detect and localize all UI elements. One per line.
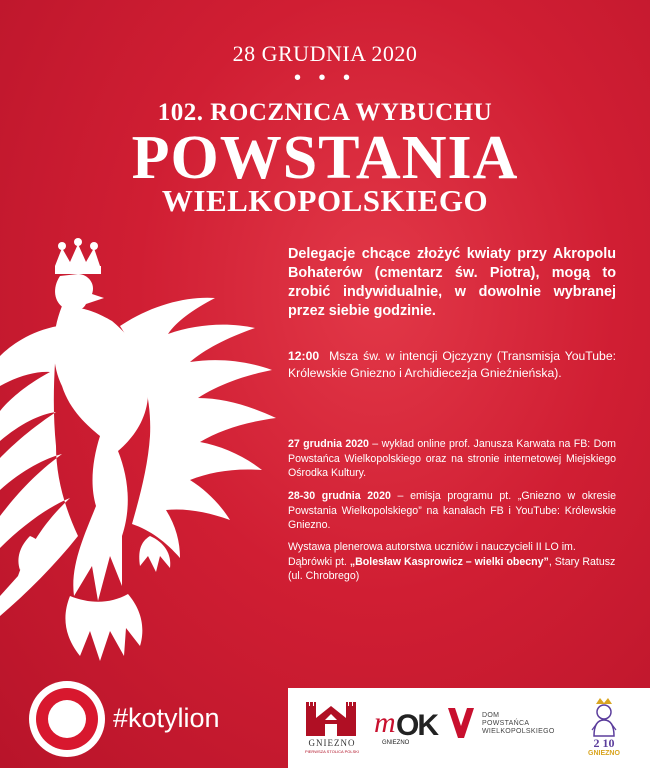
event-text: – wykład online prof. Janusza Karwata na FB: Dom Powstańca Wielkopolskiego oraz na stronie internetowej Miejskiego Ośrodka Kultury. [288,438,616,479]
mok-logo [374,706,444,750]
white-eagle-icon [0,236,280,666]
event-date: 28-30 grudnia 2020 [288,490,391,502]
gniezno-logo [300,700,364,760]
partner-logos [288,688,650,768]
anniversary-logo [574,698,634,762]
event-date: 27 grudnia 2020 [288,438,369,450]
anniversary-number: 2 10 [593,736,615,750]
dom-line: POWSTAŃCA [482,720,530,727]
mass-time: 12:00 [288,349,320,363]
gniezno-logo-text: GNIEZNO [308,738,356,748]
hashtag: #kotylion [113,703,220,733]
dom-line: WIELKOPOLSKIEGO [482,728,555,735]
exhibition-text: Wystawa plenerowa autorstwa uczniów i nauczycieli II LO im. Dąbrówki pt. [288,541,576,568]
subtitle: 102. ROCZNICA WYBUCHU [157,99,493,126]
gniezno-crest-icon [306,700,356,736]
dom-powstanca-logo [448,706,560,750]
event-date: 28 GRUDNIA 2020 [232,41,418,66]
main-title: POWSTANIA [131,124,519,192]
exhibition-paragraph [288,540,616,584]
separator-dots: • • • [293,67,357,89]
gniezno-logo-subtext: PIERWSZA STOLICA POLSKI [304,749,360,754]
dom-powstanca-text [482,712,555,736]
lead-paragraph: Delegacje chcące złożyć kwiaty przy Akropolu Bohaterów (cmentarz św. Piotra), mogą to zrobić indywidualnie, w dowolnie wybranej przez siebie godzinie. [288,246,616,319]
mass-paragraph [288,348,616,382]
event-item [288,437,616,481]
event-item [288,489,616,533]
dom-line: DOM [482,712,500,719]
crowned-figure-icon [584,698,624,738]
exhibition-title: „Bolesław Kasprowicz – wielki obecny” [349,555,549,568]
mass-text: Msza św. w intencji Ojczyzny (Transmisja YouTube: Królewskie Gniezno i Archidiecezja Gnieźnieńska). [288,349,616,380]
mok-logo-ok: OK [396,709,437,742]
anniversary-subtext: GNIEZNO [588,750,620,757]
main-title-line2: WIELKOPOLSKIEGO [161,183,489,218]
exhibition-location: , Stary Ratusz (ul. Chrobrego) [288,555,616,582]
mok-logo-subtext: GNIEZNO [382,740,410,746]
kotylion-icon [28,680,106,758]
dom-powstanca-mark-icon [448,708,474,738]
event-text: – emisja programu pt. „Gniezno w okresie Powstania Wielkopolskiego” na kanałach FB i YouTube: Królewskie Gniezno. [288,490,616,531]
mok-logo-m: m [374,706,396,739]
